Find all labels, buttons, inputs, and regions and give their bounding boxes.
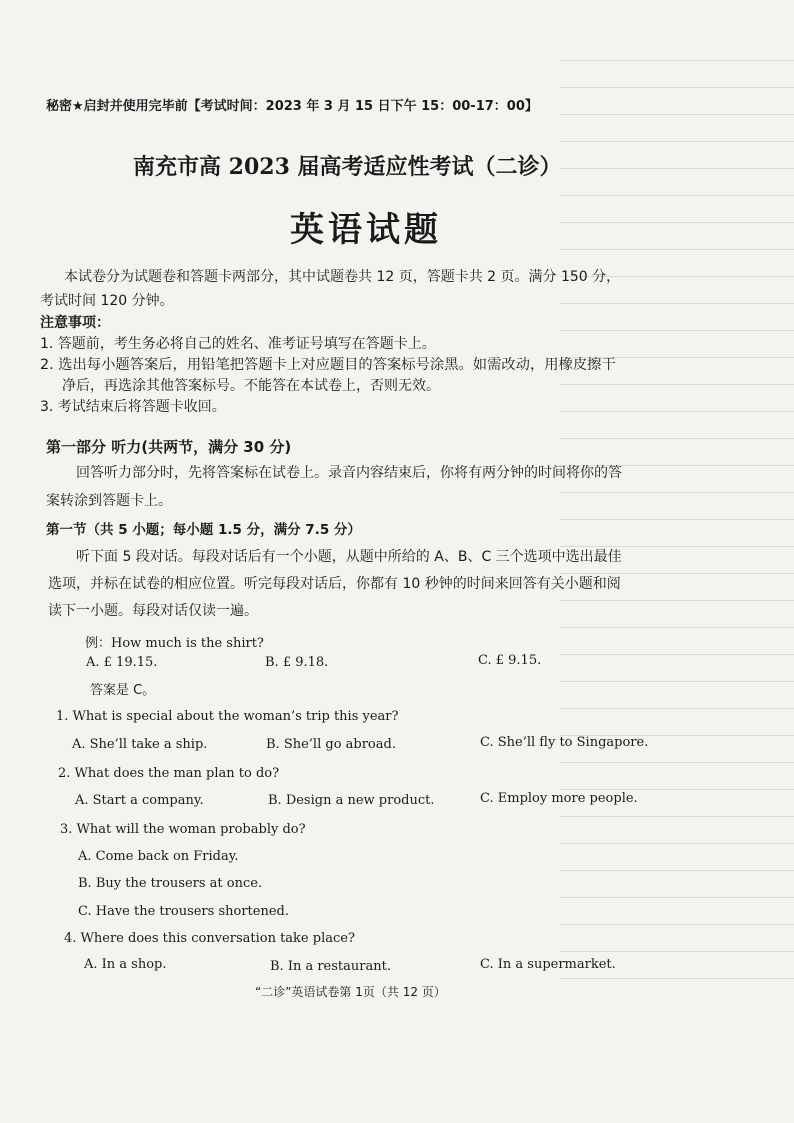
subject-title: 英语试题 [290, 210, 442, 250]
section1-desc: 听下面 5 段对话。每段对话后有一个小题，从题中所给的 A、B、C 三个选项中选出最佳 [76, 549, 622, 565]
q3-option-b: B. Buy the trousers at once. [78, 876, 263, 891]
question-2: 2. What does the man plan to do? [58, 766, 280, 781]
q1-option-c: C. She’ll fly to Singapore. [480, 735, 649, 750]
intro-line-2: 考试时间 120 分钟。 [40, 293, 174, 309]
q2-option-a: A. Start a company. [75, 793, 204, 808]
part1-desc: 案转涂到答题卡上。 [46, 493, 172, 509]
q2-option-b: B. Design a new product. [268, 793, 435, 808]
example-option-c: C. £ 9.15. [478, 653, 542, 668]
q4-option-a: A. In a shop. [84, 957, 167, 972]
q1-option-a: A. She’ll take a ship. [72, 737, 208, 752]
part1-title: 第一部分 听力(共两节，满分 30 分) [46, 438, 292, 456]
section1-desc: 读下一小题。每段对话仅读一遍。 [48, 603, 258, 619]
example-option-a: A. £ 19.15. [86, 655, 158, 670]
q1-option-b: B. She’ll go abroad. [266, 737, 396, 752]
q4-option-c: C. In a supermarket. [480, 957, 616, 972]
note-item: 净后，再选涂其他答案标号。不能答在本试卷上，否则无效。 [62, 378, 440, 394]
example-option-b: B. £ 9.18. [265, 655, 329, 670]
note-item: 1. 答题前，考生务必将自己的姓名、准考证号填写在答题卡上。 [40, 336, 436, 352]
page-footer: “二诊”英语试卷第 1页（共 12 页） [255, 985, 446, 999]
secret-line: 秘密★启封并使用完毕前【考试时间：2023 年 3 月 15 日下午 15：00-17：00】 [46, 99, 538, 114]
q4-option-b: B. In a restaurant. [270, 959, 391, 974]
notes-title: 注意事项： [40, 315, 110, 331]
question-1: 1. What is special about the woman’s trip this year? [56, 709, 399, 724]
section1-desc: 选项，并标在试卷的相应位置。听完每段对话后，你都有 10 秒钟的时间来回答有关小题和阅 [48, 576, 621, 592]
exam-title: 南充市高 2023 届高考适应性考试（二诊） [133, 154, 562, 180]
question-3: 3. What will the woman probably do? [60, 822, 306, 837]
section1-title: 第一节（共 5 小题；每小题 1.5 分，满分 7.5 分） [46, 522, 361, 538]
intro-line-1: 本试卷分为试题卷和答题卡两部分，其中试题卷共 12 页，答题卡共 2 页。满分 150 分， [64, 269, 621, 285]
question-4: 4. Where does this conversation take place? [64, 931, 355, 946]
q2-option-c: C. Employ more people. [480, 791, 638, 806]
example-question: 例：How much is the shirt? [85, 636, 264, 651]
note-item: 3. 考试结束后将答题卡收回。 [40, 399, 226, 415]
q3-option-a: A. Come back on Friday. [78, 849, 239, 864]
example-answer: 答案是 C。 [90, 683, 156, 698]
note-item: 2. 选出每小题答案后，用铅笔把答题卡上对应题目的答案标号涂黑。如需改动，用橡皮擦干 [40, 357, 616, 373]
q3-option-c: C. Have the trousers shortened. [78, 904, 289, 919]
part1-desc: 回答听力部分时，先将答案标在试卷上。录音内容结束后，你将有两分钟的时间将你的答 [76, 465, 622, 481]
